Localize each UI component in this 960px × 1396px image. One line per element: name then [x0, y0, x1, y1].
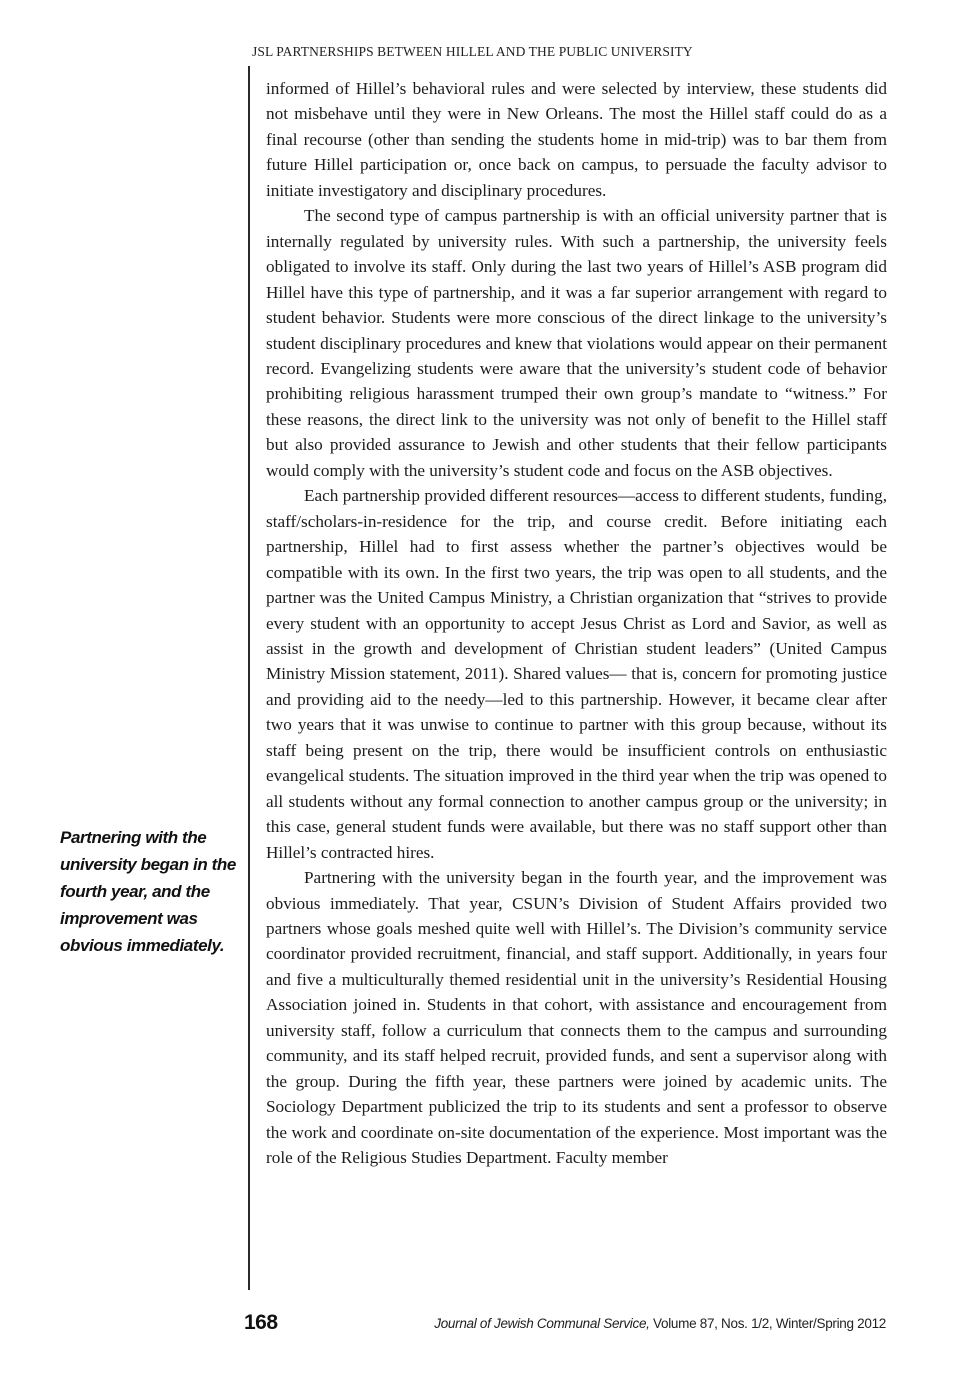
paragraph-1: informed of Hillel’s behavioral rules and were selected by interview, these students did not misbehave until they were in New Orleans. The most the Hillel staff could do as a final recourse (other than sending the students home in mid-trip) was to bar them from future Hillel participation or, once back on campus, to persuade the faculty advisor to initiate investigatory and disciplinary procedures. [266, 79, 887, 200]
journal-citation [434, 1316, 886, 1331]
paragraph-2: The second type of campus partnership is with an official university partner that is internally regulated by university rules. With such a partnership, the university feels obligated to involve its staff. Only during the last two years of Hillel’s ASB program did Hillel have this type of partnership, and it was a far superior arrangement with regard to student behavior. Students were more conscious of the direct linkage to the university’s student disciplinary procedures and knew that violations would appear on their permanent record. Evangelizing students were aware that the university’s student code of behavior prohibiting religious harassment trumped their own group’s mandate to “witness.” For these reasons, the direct link to the university was not only of benefit to the Hillel staff but also provided assurance to Jewish and other students that their fellow participants would comply with the university’s student code and focus on the ASB objectives. [266, 206, 887, 480]
journal-title: Journal of Jewish Communal Service, [434, 1316, 650, 1331]
article-body [266, 76, 887, 1170]
journal-issue: Volume 87, Nos. 1/2, Winter/Spring 2012 [649, 1316, 886, 1331]
running-header: JSL PARTNERSHIPS BETWEEN HILLEL AND THE PUBLIC UNIVERSITY [252, 44, 693, 59]
paragraph-4: Partnering with the university began in the fourth year, and the improvement was obvious immediately. That year, CSUN’s Division of Student Affairs provided two partners whose goals meshed quite well with Hillel’s. The Division’s community service coordinator provided recruitment, financial, and staff support. Additionally, in years four and five a multiculturally themed residential unit in the university’s Residential Housing Association joined in. Students in that cohort, with assistance and encouragement from university staff, follow a curriculum that connects them to the campus and surrounding community, and its staff helped recruit, provided funds, and sent a supervisor along with the group. During the fifth year, these partners were joined by academic units. The Sociology Department publicized the trip to its students and sent a professor to observe the work and coordinate on-site documentation of the experience. Most important was the role of the Religious Studies Department. Faculty member [266, 868, 887, 1168]
page-number: 168 [244, 1311, 278, 1334]
paragraph-3: Each partnership provided different resources—access to different students, funding, staff/scholars-in-residence for the trip, and course credit. Before initiating each partnership, Hillel had to first assess whether the partner’s objectives would be compatible with its own. In the first two years, the trip was open to all students, and the partner was the United Campus Ministry, a Christian organization that “strives to provide every student with an opportunity to accept Jesus Christ as Lord and Savior, as well as assist in the growth and development of Christian student leaders” (United Campus Ministry Mission statement, 2011). Shared values— that is, concern for promoting justice and providing aid to the needy—led to this partnership. However, it became clear after two years that it was unwise to continue to partner with this group because, without its staff being present on the trip, there would be insufficient controls on enthusiastic evangelical students. The situation improved in the third year when the trip was opened to all students without any formal connection to another campus group or the university; in this case, general student funds were available, but there was no staff support other than Hillel’s contracted hires. [266, 486, 887, 862]
column-rule [248, 66, 250, 1290]
pull-quote: Partnering with the university began in the fourth year, and the improvement was obvious immediately. [60, 828, 236, 955]
